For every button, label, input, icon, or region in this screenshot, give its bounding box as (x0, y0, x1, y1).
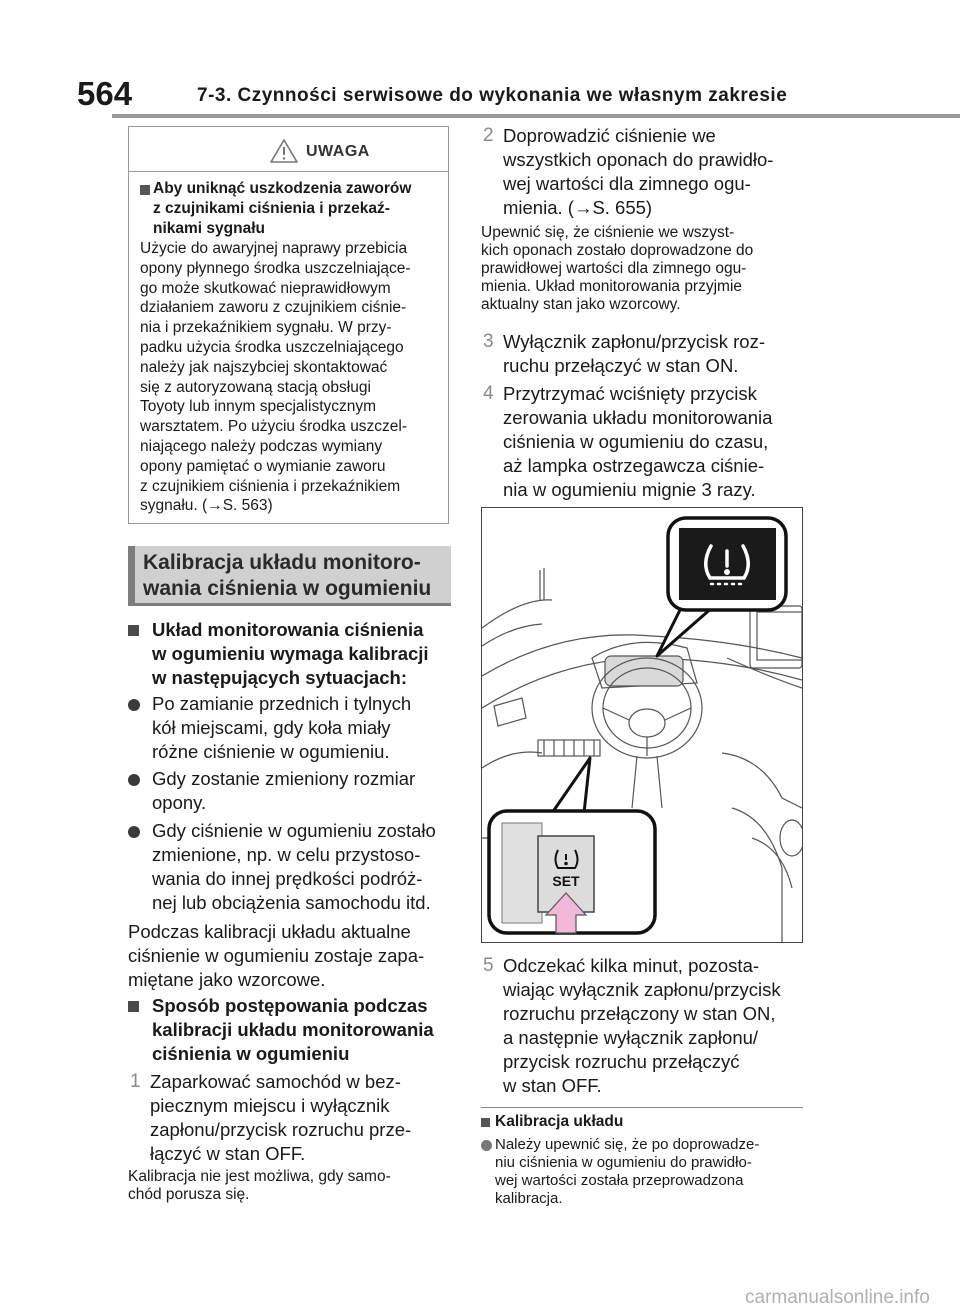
step-number: 3 (483, 331, 494, 352)
chapter-title: 7-3. Czynności serwisowe do wykonania we własnym zakresie (197, 85, 788, 106)
round-bullet-icon (481, 1140, 492, 1151)
header-divider (112, 114, 960, 118)
sub-heading: Kalibracja układu (495, 1113, 624, 1130)
square-bullet-icon (481, 1118, 490, 1127)
heading-calibration-needed: Układ monitorowania ciśnienia w ogumieniu wymaga kalibracji w następujących sytuacjach: (152, 619, 429, 688)
step-number: 5 (483, 955, 494, 976)
step-2-text: Doprowadzić ciśnienie we wszystkich oponach do prawidło- wej wartości dla zimnego ogu- mienia. (→S. 655) (503, 125, 774, 218)
step-2-note: Upewnić się, że ciśnienie we wszyst- kich oponach zostało doprowadzone do prawidłowej wartości dla zimnego ogu- mienia. Układ monitorowania przyjmie aktualny stan jako wzorcowy. (481, 224, 754, 313)
banner-accent (128, 546, 135, 606)
square-bullet-icon (140, 185, 150, 195)
warning-header (129, 127, 448, 171)
square-bullet-icon (128, 625, 139, 636)
step-3-text: Wyłącznik zapłonu/przycisk roz- ruchu przełączyć w stan ON. (503, 331, 765, 376)
step-5-text: Odczekać kilka minut, pozosta- wiając wyłącznik zapłonu/przycisk rozruchu przełączony w stan ON, a następnie wyłącznik zapłonu/ przycisk rozruchu przełączyć w stan OFF. (503, 955, 781, 1096)
page-number: 564 (77, 75, 133, 112)
step-1-note: Kalibracja nie jest możliwa, gdy samo- chód porusza się. (128, 1168, 391, 1203)
warning-divider (129, 171, 448, 172)
round-bullet-icon (128, 774, 140, 786)
sub-section-divider (481, 1107, 803, 1108)
section-banner (128, 546, 451, 606)
page-header (0, 0, 960, 120)
watermark: carmanualsonline.info (745, 1287, 930, 1308)
step-number: 4 (483, 383, 494, 404)
warning-box (128, 126, 449, 524)
warning-body: Użycie do awaryjnej naprawy przebicia opony płynnego środka uszczelniające- go może skutkować nieprawidłowym działaniem zaworu z czujnikiem ciśnie- nia i przekaźnikiem sygnału. W przy- padku użycia środka uszczelniającego należy jak najszybciej skontaktować się z autoryzowaną stacją obsługi Toyoty lub innym specjalistycznym warsztatem. Po użyciu środka uszczel- niającego należy podczas wymiany opony pamiętać o wymianie zaworu z czujnikiem ciśnienia i przekaźnikiem sygnału. (→S. 563) (140, 240, 411, 515)
dashboard-drawing (482, 508, 802, 942)
round-bullet-icon (128, 699, 140, 711)
banner-underline (128, 603, 451, 606)
square-bullet-icon (128, 1001, 139, 1012)
round-bullet-icon (128, 826, 140, 838)
paragraph: Podczas kalibracji układu aktualne ciśnienie w ogumieniu zostaje zapa- miętane jako wzorcowe. (128, 921, 425, 990)
step-4-text: Przytrzymać wciśnięty przycisk zerowania układu monitorowania ciśnienia w ogumieniu do czasu, aż lampka ostrzegawcza ciśnie- nia w ogumieniu mignie 3 razy. (503, 383, 773, 500)
warning-subheading: Aby uniknąć uszkodzenia zaworów z czujnikami ciśnienia i przekaź- nikami sygnału (140, 179, 440, 239)
set-button-label: SET (552, 873, 580, 889)
dashboard-illustration (481, 507, 803, 943)
list-item: Gdy ciśnienie w ogumieniu zostało zmienione, np. w celu przystoso- wania do innej prędkości podróż- nej lub obciążenia samochodu itd. (152, 820, 436, 913)
left-column (128, 126, 451, 1203)
step-1-text: Zaparkować samochód w bez- piecznym miejscu i wyłącznik zapłonu/przycisk rozruchu prze- łączyć w stan OFF. (150, 1071, 412, 1164)
list-item: Po zamianie przednich i tylnych kół miejscami, gdy koła miały różne ciśnienie w ogumieniu. (152, 693, 412, 762)
warning-triangle-icon (269, 138, 299, 164)
heading-procedure: Sposób postępowania podczas kalibracji układu monitorowania ciśnienia w ogumieniu (152, 995, 434, 1064)
step-number: 2 (483, 125, 494, 146)
list-item: Gdy zostanie zmieniony rozmiar opony. (152, 768, 416, 813)
step-number: 1 (130, 1071, 141, 1092)
warning-label: UWAGA (306, 143, 370, 160)
sub-note: Należy upewnić się, że po doprowadze- niu ciśnienia w ogumieniu do prawidło- wej wartości została przeprowadzona kalibracja. (495, 1136, 760, 1207)
section-title: Kalibracja układu monitoro- wania ciśnienia w ogumieniu (143, 551, 432, 600)
